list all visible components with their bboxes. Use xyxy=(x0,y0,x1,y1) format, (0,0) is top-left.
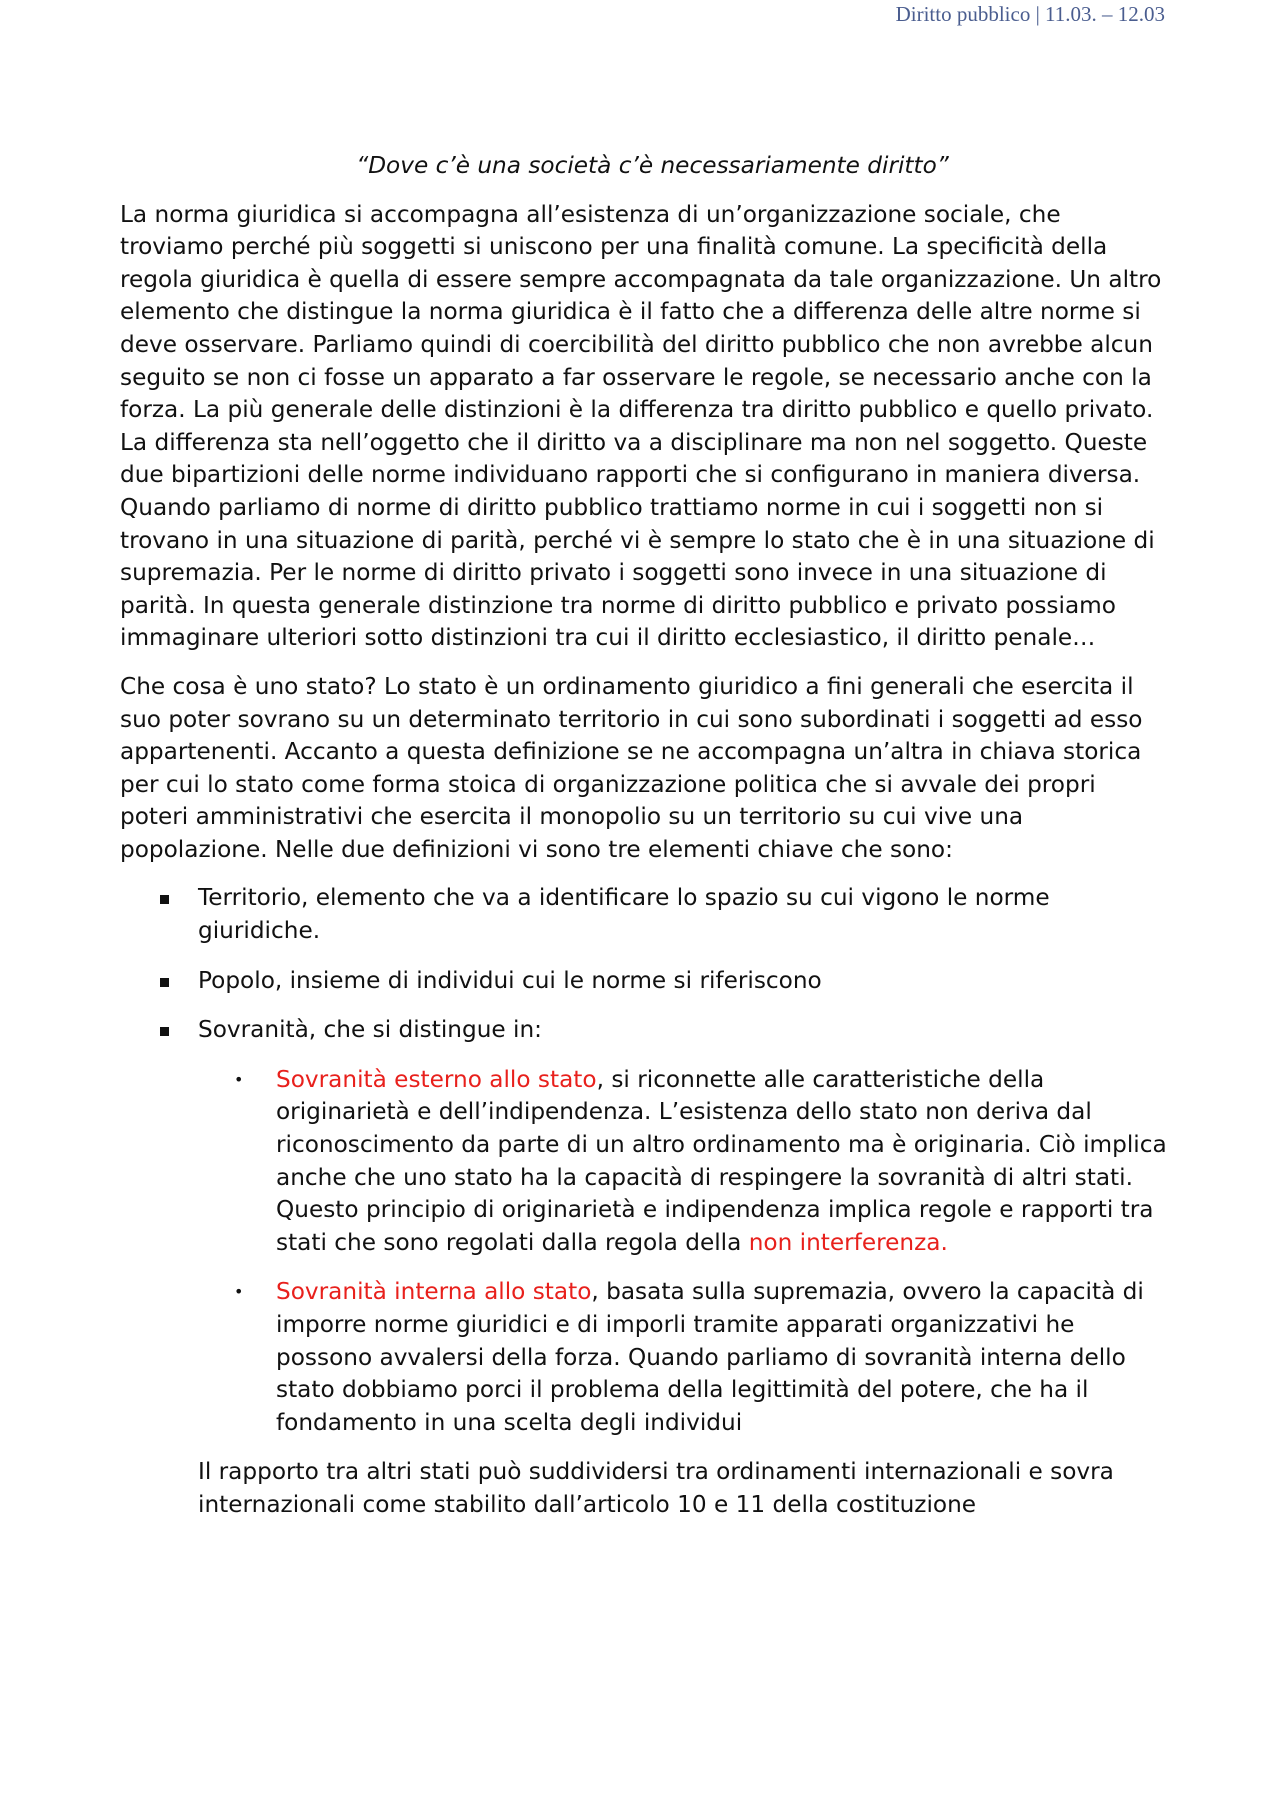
list-item-text: Territorio, elemento che va a identificare lo spazio su cui vigono le norme giuridiche. xyxy=(198,884,1050,945)
paragraph-rapporto-tra-stati: Il rapporto tra altri stati può suddividersi tra ordinamenti internazionali e sovra internazionali come stabilito dall’articolo 10 e 11 della costituzione xyxy=(198,1458,1114,1518)
document-body xyxy=(120,150,1170,1522)
list-item-text: , si riconnette alle caratteristiche della originarietà e dell’indipendenza. L’esistenza dello stato non deriva dal riconoscimento da parte di un altro ordinamento ma è originaria. Ciò implica anche che uno stato ha la capacità di respingere la sovranità di altri stati. Questo principio di originarietà e indipendenza implica regole e rapporti tra stati che sono regolati dalla regola della xyxy=(276,1065,1167,1256)
running-header: Diritto pubblico | 11.03. – 12.03 xyxy=(895,2,1165,26)
dot-bullet-icon: • xyxy=(234,1069,244,1089)
list-item-text: Popolo, insieme di individui cui le norme si riferiscono xyxy=(198,966,822,994)
square-bullet-icon xyxy=(160,895,169,904)
paragraph-che-cosa-e-uno-stato: Che cosa è uno stato? Lo stato è un ordinamento giuridico a fini generali che esercita il suo poter sovrano su un determinato territorio in cui sono subordinati i soggetti ad esso appartenenti. Accanto a questa definizione se ne accompagna un’altra in chiava storica per cui lo stato come forma stoica di organizzazione politica che si avvale dei propri poteri amministrativi che esercita il monopolio su un territorio su cui vive una popolazione. Nelle due definizioni vi sono tre elementi chiave che sono: xyxy=(120,672,1143,863)
highlighted-term: non interferenza. xyxy=(748,1228,948,1256)
list-item-sovranita-esterna xyxy=(198,1064,1170,1260)
list-item-territorio xyxy=(120,882,1170,947)
dot-bullet-icon: • xyxy=(234,1282,244,1302)
list-item-text: Sovranità, che si distingue in: xyxy=(198,1016,542,1044)
sovereignty-types-list xyxy=(198,1064,1170,1440)
highlighted-term: Sovranità interna allo stato xyxy=(276,1278,592,1306)
highlighted-term: Sovranità esterno allo stato xyxy=(276,1065,597,1093)
paragraph-norma-giuridica: La norma giuridica si accompagna all’esistenza di un’organizzazione sociale, che troviamo perché più soggetti si uniscono per una finalità comune. La specificità della regola giuridica è quella di essere sempre accompagnata da tale organizzazione. Un altro elemento che distingue la norma giuridica è il fatto che a differenza delle altre norme si deve osservare. Parliamo quindi di coercibilità del diritto pubblico che non avrebbe alcun seguito se non ci fosse un apparato a far osservare le regole, se necessario anche con la forza. La più generale delle distinzioni è la differenza tra diritto pubblico e quello privato. La differenza sta nell’oggetto che il diritto va a disciplinare ma non nel soggetto. Queste due bipartizioni delle norme individuano rapporti che si configurano in maniera diversa. Quando parliamo di norme di diritto pubblico trattiamo norme in cui i soggetti non si trovano in una situazione di parità, perché vi è sempre lo stato che è in una situazione di supremazia. Per le norme di diritto privato i soggetti sono invece in una situazione di parità. In questa generale distinzione tra norme di diritto pubblico e privato possiamo immaginare ulteriori sotto distinzioni tra cui il diritto ecclesiastico, il diritto penale… xyxy=(120,200,1162,652)
state-elements-list xyxy=(120,882,1170,1439)
epigraph-quote: “Dove c’è una società c’è necessariamente diritto” xyxy=(356,152,949,179)
list-item-sovranita-interna xyxy=(198,1276,1170,1439)
list-item-sovranita xyxy=(120,1014,1170,1439)
list-item-text: , basata sulla supremazia, ovvero la capacità di imporre norme giuridici e di imporli tramite apparati organizzativi he possono avvalersi della forza. Quando parliamo di sovranità interna dello stato dobbiamo porci il problema della legittimità del potere, che ha il fondamento in una scelta degli individui xyxy=(276,1278,1144,1436)
square-bullet-icon xyxy=(160,978,169,987)
square-bullet-icon xyxy=(160,1027,169,1036)
list-item-popolo xyxy=(120,965,1170,998)
